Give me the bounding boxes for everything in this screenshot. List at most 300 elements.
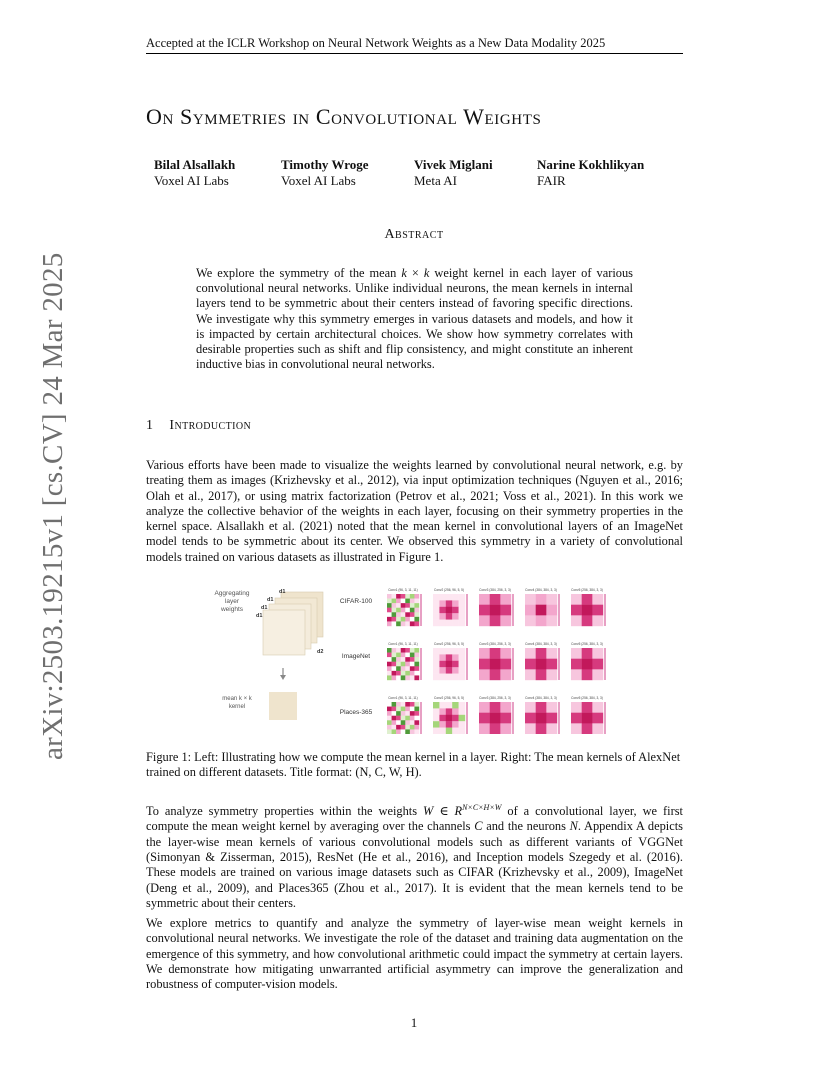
kernel-cell xyxy=(405,716,410,721)
kernel-cell xyxy=(433,620,440,627)
kernel-cell xyxy=(401,621,406,626)
kernel-cell xyxy=(592,648,603,659)
kernel-cell xyxy=(392,729,397,734)
kernel-cell xyxy=(592,702,603,713)
dim-label: d1 xyxy=(279,589,286,595)
kernel-cell xyxy=(500,594,511,605)
kernel-cell xyxy=(401,608,406,613)
kernel-cell xyxy=(452,654,459,661)
figure-1 xyxy=(205,584,625,734)
kernel-cell xyxy=(525,605,536,616)
kernel-cell xyxy=(452,620,459,627)
kernel-cell xyxy=(433,661,440,668)
kernel-cell xyxy=(439,702,446,709)
page-number: 1 xyxy=(410,1015,418,1030)
kernel-cell xyxy=(479,605,490,616)
kernel-cell xyxy=(387,612,392,617)
kernel-cell xyxy=(410,702,415,707)
kernel-cell xyxy=(387,662,392,667)
kernel-cell xyxy=(452,607,459,614)
author-name: Narine Kokhlikyan xyxy=(537,157,645,172)
kernel-cell xyxy=(479,669,490,680)
kernel-cell xyxy=(396,729,401,734)
kernel-cell xyxy=(479,659,490,670)
kernel-cell xyxy=(446,708,453,715)
kernel-cell xyxy=(571,594,582,605)
kernel-cell xyxy=(446,607,453,614)
kernel-cell xyxy=(396,720,401,725)
kernel-cell xyxy=(592,713,603,724)
kernel-cell xyxy=(459,607,466,614)
kernel-cell xyxy=(392,603,397,608)
author-name: Timothy Wroge xyxy=(281,157,369,172)
kernel-cell xyxy=(582,702,593,713)
colorbar xyxy=(512,648,514,680)
kernel-cell xyxy=(459,654,466,661)
kernel-cell xyxy=(414,702,419,707)
kernel-cell xyxy=(405,662,410,667)
kernel-cell xyxy=(433,648,440,655)
kernel-cell xyxy=(392,720,397,725)
kernel-cell xyxy=(396,707,401,712)
colorbar xyxy=(512,702,514,734)
kernel-cell xyxy=(546,615,557,626)
kernel-cell xyxy=(405,711,410,716)
kernel-cell xyxy=(439,721,446,728)
kernel-cell xyxy=(392,648,397,653)
kernel-cell xyxy=(459,715,466,722)
kernel-cell xyxy=(401,725,406,730)
abstract-heading: Abstract xyxy=(384,227,444,242)
kernel-cell xyxy=(525,669,536,680)
kernel-cell xyxy=(446,620,453,627)
kernel-cell xyxy=(387,603,392,608)
kernel-cell xyxy=(446,702,453,709)
kernel-cell xyxy=(500,605,511,616)
kernel-cell xyxy=(546,594,557,605)
kernel-cell xyxy=(396,648,401,653)
kernel-cell xyxy=(571,669,582,680)
kernel-cell xyxy=(392,608,397,613)
kernel-cell xyxy=(396,666,401,671)
kernel-cell xyxy=(592,723,603,734)
kernel-cell xyxy=(536,648,547,659)
kernel-cell xyxy=(414,666,419,671)
kernel-cell xyxy=(405,707,410,712)
kernel-cell xyxy=(401,729,406,734)
row-label: CIFAR-100 xyxy=(339,598,373,605)
kernel-cell xyxy=(410,666,415,671)
kernel-cell xyxy=(414,711,419,716)
panel-title: Conv2 (256, 96, 5, 5) xyxy=(434,588,464,592)
kernel-cell xyxy=(405,729,410,734)
kernel-cell xyxy=(405,666,410,671)
kernel-cell xyxy=(401,671,406,676)
kernel-cell xyxy=(500,713,511,724)
kernel-cell xyxy=(405,653,410,658)
kernel-cell xyxy=(405,603,410,608)
kernel-cell xyxy=(392,711,397,716)
kernel-cell xyxy=(525,713,536,724)
kernel-cell xyxy=(571,713,582,724)
dim-label: d2 xyxy=(317,649,324,655)
kernel-cell xyxy=(396,621,401,626)
colorbar xyxy=(466,648,468,680)
section-heading xyxy=(146,418,251,434)
kernel-cell xyxy=(582,669,593,680)
figure-caption: Figure 1: Left: Illustrating how we compute the mean kernel in a layer. Right: The mean kernels of AlexNet trained on different datasets. Title format: (N, C, W, H). xyxy=(146,750,681,780)
kernel-cell xyxy=(414,671,419,676)
author-2 xyxy=(281,157,369,189)
kernel-heatmaps xyxy=(387,588,606,734)
section-title: Introduction xyxy=(169,418,252,433)
dim-label: d1 xyxy=(267,597,274,603)
kernel-cell xyxy=(396,612,401,617)
colorbar xyxy=(420,648,422,680)
kernel-cell xyxy=(459,600,466,607)
kernel-cell xyxy=(536,659,547,670)
kernel-cell xyxy=(401,653,406,658)
kernel-cell xyxy=(446,661,453,668)
kernel-cell xyxy=(401,594,406,599)
kernel-cell xyxy=(546,659,557,670)
kernel-cell xyxy=(396,653,401,658)
mean-kernel-label: mean k × k kernel xyxy=(222,696,252,710)
kernel-cell xyxy=(410,725,415,730)
kernel-cell xyxy=(387,675,392,680)
colorbar xyxy=(604,648,606,680)
kernel-cell xyxy=(525,723,536,734)
kernel-cell xyxy=(490,594,501,605)
kernel-cell xyxy=(433,715,440,722)
kernel-cell xyxy=(433,613,440,620)
kernel-cell xyxy=(392,594,397,599)
kernel-cell xyxy=(387,666,392,671)
kernel-cell xyxy=(546,605,557,616)
kernel-cell xyxy=(459,648,466,655)
kernel-cell xyxy=(387,599,392,604)
kernel-cell xyxy=(571,659,582,670)
kernel-cell xyxy=(405,608,410,613)
kernel-cell xyxy=(401,720,406,725)
body-paragraph-2: To analyze symmetry properties within the weights W ∈ $R^{N\times C\times H\times W}$ of a convolutional layer, we first compute the mean weight kernel by averaging over the channels C and the neurons N. Appendix A depicts the layer-wise mean kernels of various convolutional models such as different variants of VGGNet (Simonyan & Zisserman, 2015), ResNet (He et al., 2016), and Inception models Szegedy et al. (2016). These models are trained on various image datasets such as CIFAR (Krizhevsky et al., 2009), ImageNet (Deng et al., 2009), and Places365 (Zhou et al., 2017). It is evident that the mean kernels tend to be symmetric about their centers. xyxy=(146,803,683,910)
kernel-cell xyxy=(405,720,410,725)
row-label: Places-365 xyxy=(339,709,373,716)
kernel-cell xyxy=(414,720,419,725)
panel-title: Conv3 (384, 256, 3, 3) xyxy=(479,588,511,592)
kernel-cell xyxy=(433,600,440,607)
kernel-cell xyxy=(500,659,511,670)
kernel-cell xyxy=(459,667,466,674)
kernel-cell xyxy=(571,605,582,616)
kernel-cell xyxy=(536,669,547,680)
kernel-cell xyxy=(433,702,440,709)
kernel-cell xyxy=(401,707,406,712)
kernel-cell xyxy=(452,613,459,620)
kernel-cell xyxy=(439,607,446,614)
kernel-cell xyxy=(536,615,547,626)
panel-title: Conv5 (256, 384, 3, 3) xyxy=(571,696,603,700)
intro-paragraph: Various efforts have been made to visualize the weights learned by convolutional neural network, e.g. by treating them as images (Krizhevsky et al., 2012), via input optimization techniques (Nguyen et al., 2016; Olah et al., 2017), or using matrix factorization (Petrov et al., 2021; Voss et al., 2021). In this work we analyze the collective behavior of the weights in each layer, focusing on their symmetry properties in the kernel space. Alsallakh et al. (2021) noted that the mean kernel in convolutional layers of an ImageNet model tends to be symmetric about its center. We observed this symmetry in a variety of convolutional models trained on various datasets as illustrated in Figure 1. xyxy=(146,458,683,564)
abstract-text: We explore the symmetry of the mean k × k weight kernel in each layer of various convolutional neural networks. Unlike individual neurons, the mean kernels in internal layers tend to be symmetric about their centers instead of favoring specific directions. We investigate why this symmetry emerges in various datasets and models, and how it is impacted by certain architectural choices. We show how symmetry correlates with desirable properties such as shift and flip consistency, and might constitute an inherent inductive bias in convolutional neural networks. xyxy=(196,266,633,372)
kernel-cell xyxy=(490,615,501,626)
kernel-cell xyxy=(490,713,501,724)
kernel-cell xyxy=(546,669,557,680)
kernel-cell xyxy=(446,721,453,728)
kernel-cell xyxy=(396,594,401,599)
panel-title: Conv2 (256, 96, 5, 5) xyxy=(434,642,464,646)
kernel-cell xyxy=(525,702,536,713)
kernel-cell xyxy=(459,620,466,627)
kernel-cell xyxy=(405,725,410,730)
kernel-cell xyxy=(414,657,419,662)
schematic-title: Aggregating layer weights xyxy=(214,590,250,613)
kernel-cell xyxy=(582,648,593,659)
kernel-cell xyxy=(592,615,603,626)
kernel-cell xyxy=(546,648,557,659)
kernel-cell xyxy=(401,648,406,653)
kernel-cell xyxy=(410,603,415,608)
kernel-cell xyxy=(446,600,453,607)
kernel-cell xyxy=(571,615,582,626)
kernel-cell xyxy=(459,702,466,709)
kernel-cell xyxy=(452,648,459,655)
running-header: Accepted at the ICLR Workshop on Neural Network Weights as a New Data Modality 2025 xyxy=(146,36,606,50)
dim-label: d1 xyxy=(256,613,263,619)
colorbar xyxy=(420,594,422,626)
panel-title: Conv1 (96, 3, 11, 11) xyxy=(388,642,418,646)
kernel-cell xyxy=(410,716,415,721)
kernel-cell xyxy=(546,713,557,724)
kernel-cell xyxy=(490,723,501,734)
kernel-cell xyxy=(414,725,419,730)
kernel-cell xyxy=(405,648,410,653)
panel-title: Conv5 (256, 384, 3, 3) xyxy=(571,588,603,592)
colorbar xyxy=(420,702,422,734)
kernel-cell xyxy=(405,675,410,680)
kernel-cell xyxy=(401,662,406,667)
kernel-cell xyxy=(396,675,401,680)
kernel-cell xyxy=(414,662,419,667)
kernel-cell xyxy=(392,621,397,626)
kernel-cell xyxy=(410,653,415,658)
kernel-cell xyxy=(396,608,401,613)
colorbar xyxy=(558,648,560,680)
kernel-cell xyxy=(439,728,446,734)
kernel-cell xyxy=(525,615,536,626)
kernel-cell xyxy=(592,605,603,616)
author-affiliation: FAIR xyxy=(537,173,566,188)
kernel-cell xyxy=(405,671,410,676)
kernel-cell xyxy=(396,603,401,608)
kernel-cell xyxy=(439,674,446,681)
author-1 xyxy=(154,157,235,189)
kernel-cell xyxy=(392,653,397,658)
kernel-cell xyxy=(490,669,501,680)
kernel-cell xyxy=(410,707,415,712)
kernel-cell xyxy=(459,728,466,734)
panel-title: Conv5 (256, 384, 3, 3) xyxy=(571,642,603,646)
kernel-cell xyxy=(387,657,392,662)
panel-title: Conv2 (256, 96, 5, 5) xyxy=(434,696,464,700)
kernel-cell xyxy=(546,723,557,734)
mean-kernel-box xyxy=(269,692,297,720)
kernel-cell xyxy=(387,671,392,676)
kernel-cell xyxy=(396,711,401,716)
colorbar xyxy=(466,594,468,626)
kernel-cell xyxy=(410,594,415,599)
kernel-cell xyxy=(396,657,401,662)
kernel-cell xyxy=(405,599,410,604)
kernel-cell xyxy=(396,662,401,667)
kernel-cell xyxy=(446,648,453,655)
kernel-cell xyxy=(410,648,415,653)
kernel-cell xyxy=(446,654,453,661)
kernel-cell xyxy=(446,613,453,620)
colorbar xyxy=(558,594,560,626)
kernel-cell xyxy=(439,708,446,715)
kernel-cell xyxy=(446,667,453,674)
kernel-cell xyxy=(433,728,440,734)
kernel-cell xyxy=(433,654,440,661)
kernel-cell xyxy=(433,607,440,614)
kernel-cell xyxy=(410,720,415,725)
kernel-cell xyxy=(405,621,410,626)
kernel-cell xyxy=(582,713,593,724)
kernel-cell xyxy=(392,671,397,676)
author-affiliation: Voxel AI Labs xyxy=(154,173,229,188)
arxiv-stamp: arXiv:2503.19215v1 [cs.CV] 24 Mar 2025 xyxy=(37,252,69,760)
kernel-cell xyxy=(401,612,406,617)
kernel-cell xyxy=(387,720,392,725)
kernel-cell xyxy=(401,599,406,604)
kernel-cell xyxy=(592,669,603,680)
kernel-cell xyxy=(500,723,511,734)
kernel-cell xyxy=(410,612,415,617)
kernel-cell xyxy=(401,675,406,680)
kernel-cell xyxy=(414,653,419,658)
kernel-cell xyxy=(410,729,415,734)
author-4 xyxy=(537,157,644,189)
kernel-cell xyxy=(401,666,406,671)
kernel-cell xyxy=(582,615,593,626)
kernel-cell xyxy=(410,617,415,622)
kernel-cell xyxy=(536,594,547,605)
kernel-cell xyxy=(490,605,501,616)
kernel-cell xyxy=(490,648,501,659)
panel-title: Conv3 (384, 256, 3, 3) xyxy=(479,642,511,646)
kernel-cell xyxy=(405,657,410,662)
author-affiliation: Voxel AI Labs xyxy=(281,173,356,188)
kernel-cell xyxy=(387,729,392,734)
kernel-cell xyxy=(571,648,582,659)
kernel-cell xyxy=(446,674,453,681)
kernel-cell xyxy=(452,674,459,681)
kernel-cell xyxy=(405,617,410,622)
kernel-cell xyxy=(392,666,397,671)
kernel-cell xyxy=(387,594,392,599)
kernel-cell xyxy=(392,716,397,721)
kernel-cell xyxy=(582,594,593,605)
kernel-cell xyxy=(439,654,446,661)
colorbar xyxy=(466,702,468,734)
kernel-cell xyxy=(392,662,397,667)
colorbar xyxy=(558,702,560,734)
kernel-cell xyxy=(452,721,459,728)
kernel-cell xyxy=(410,711,415,716)
kernel-cell xyxy=(592,659,603,670)
panel-title: Conv4 (384, 384, 3, 3) xyxy=(525,642,557,646)
kernel-cell xyxy=(500,702,511,713)
kernel-cell xyxy=(452,661,459,668)
kernel-cell xyxy=(414,603,419,608)
kernel-cell xyxy=(414,729,419,734)
panel-title: Conv3 (384, 256, 3, 3) xyxy=(479,696,511,700)
kernel-cell xyxy=(459,613,466,620)
row-label: ImageNet xyxy=(341,653,371,660)
kernel-cell xyxy=(401,603,406,608)
kernel-cell xyxy=(439,600,446,607)
kernel-cell xyxy=(414,612,419,617)
kernel-cell xyxy=(387,608,392,613)
kernel-cell xyxy=(452,728,459,734)
kernel-cell xyxy=(452,667,459,674)
kernel-cell xyxy=(396,599,401,604)
kernel-cell xyxy=(459,674,466,681)
kernel-cell xyxy=(479,594,490,605)
kernel-cell xyxy=(439,715,446,722)
kernel-cell xyxy=(392,617,397,622)
kernel-cell xyxy=(401,711,406,716)
kernel-cell xyxy=(414,617,419,622)
kernel-cell xyxy=(396,617,401,622)
kernel-cell xyxy=(536,702,547,713)
kernel-cell xyxy=(405,594,410,599)
kernel-cell xyxy=(387,702,392,707)
kernel-cell xyxy=(446,728,453,734)
panel-title: Conv4 (384, 384, 3, 3) xyxy=(525,696,557,700)
kernel-cell xyxy=(392,612,397,617)
kernel-cell xyxy=(387,707,392,712)
kernel-cell xyxy=(410,657,415,662)
kernel-cell xyxy=(592,594,603,605)
kernel-cell xyxy=(452,708,459,715)
colorbar xyxy=(512,594,514,626)
header-rule xyxy=(146,53,683,54)
kernel-cell xyxy=(459,708,466,715)
kernel-cell xyxy=(387,725,392,730)
kernel-cell xyxy=(433,594,440,601)
kernel-cell xyxy=(410,675,415,680)
kernel-cell xyxy=(405,702,410,707)
kernel-cell xyxy=(433,721,440,728)
dim-label: d1 xyxy=(261,605,268,611)
kernel-cell xyxy=(525,648,536,659)
kernel-cell xyxy=(387,648,392,653)
kernel-cell xyxy=(401,702,406,707)
kernel-cell xyxy=(525,659,536,670)
kernel-cell xyxy=(387,617,392,622)
kernel-cell xyxy=(500,648,511,659)
kernel-cell xyxy=(546,702,557,713)
kernel-cell xyxy=(387,653,392,658)
kernel-cell xyxy=(500,669,511,680)
kernel-cell xyxy=(392,707,397,712)
kernel-cell xyxy=(439,613,446,620)
kernel-cell xyxy=(396,725,401,730)
kernel-cell xyxy=(439,648,446,655)
kernel-cell xyxy=(410,608,415,613)
